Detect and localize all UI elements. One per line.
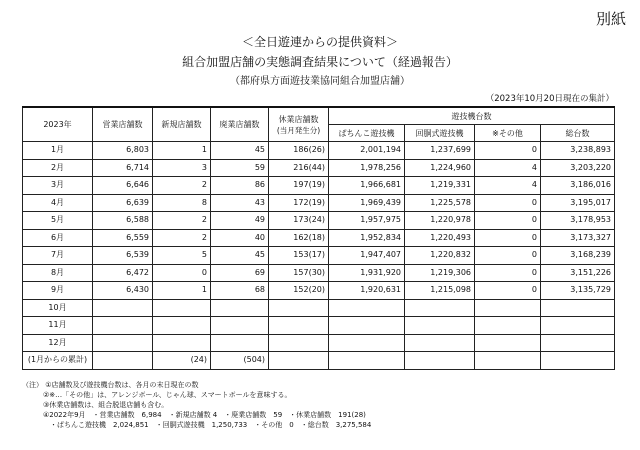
cell-pachinko: 1,920,631	[329, 282, 405, 300]
cell-operating: 6,559	[93, 229, 153, 247]
cell-suspended: 173(24)	[269, 212, 329, 230]
cell-slot: 1,224,960	[405, 159, 475, 177]
cell-month: 9月	[23, 282, 93, 300]
cell-other: 0	[475, 142, 541, 160]
survey-table	[22, 106, 615, 370]
cell-operating: 6,639	[93, 194, 153, 212]
cell-month: 2月	[23, 159, 93, 177]
cell-closed: 40	[211, 229, 269, 247]
as-of-date: （2023年10月20日現在の集計）	[485, 94, 614, 104]
table-row	[23, 159, 615, 177]
footnote-line: （注） ①店舗数及び遊技機台数は、各月の末日現在の数	[22, 381, 199, 389]
table-row	[23, 194, 615, 212]
cell-other: 4	[475, 159, 541, 177]
cell-total	[541, 317, 615, 335]
cell-total: 3,203,220	[541, 159, 615, 177]
cell-month: 1月	[23, 142, 93, 160]
table-row	[23, 212, 615, 230]
cell-total	[541, 299, 615, 317]
footnote-line: ③休業店舗数は、組合脱退店舗も含む。	[22, 401, 169, 409]
table-row	[23, 229, 615, 247]
header-suspended	[269, 107, 329, 142]
cell-month: 7月	[23, 247, 93, 265]
cell-other: 0	[475, 212, 541, 230]
cell-closed	[211, 334, 269, 352]
cell-operating: 6,714	[93, 159, 153, 177]
cell-total: 3,238,893	[541, 142, 615, 160]
cell-other	[475, 317, 541, 335]
cell-pachinko	[329, 334, 405, 352]
report-title: 組合加盟店舗の実態調査結果について（経過報告）	[182, 55, 458, 69]
cell-other: 0	[475, 194, 541, 212]
cell-slot	[405, 352, 475, 370]
cell-total	[541, 334, 615, 352]
cell-total: 3,151,226	[541, 264, 615, 282]
cell-new: 2	[153, 177, 211, 195]
header-new: 新規店舗数	[153, 107, 211, 142]
footnotes	[22, 380, 371, 430]
cell-operating: 6,430	[93, 282, 153, 300]
cell-closed: 45	[211, 247, 269, 265]
cell-operating	[93, 299, 153, 317]
cell-pachinko: 1,957,975	[329, 212, 405, 230]
cell-pachinko	[329, 317, 405, 335]
table-row	[23, 352, 615, 370]
cell-new	[153, 317, 211, 335]
cell-other: 0	[475, 264, 541, 282]
cell-month: 6月	[23, 229, 93, 247]
cell-slot: 1,237,699	[405, 142, 475, 160]
cell-pachinko: 2,001,194	[329, 142, 405, 160]
table-row	[23, 299, 615, 317]
cell-total: 3,173,327	[541, 229, 615, 247]
table-row	[23, 177, 615, 195]
cell-operating: 6,472	[93, 264, 153, 282]
cell-suspended: 186(26)	[269, 142, 329, 160]
cell-total: 3,186,016	[541, 177, 615, 195]
cell-suspended	[269, 299, 329, 317]
cell-closed: 43	[211, 194, 269, 212]
cell-other	[475, 352, 541, 370]
cell-suspended: 216(44)	[269, 159, 329, 177]
cell-other	[475, 299, 541, 317]
cell-operating	[93, 334, 153, 352]
cell-suspended: 157(30)	[269, 264, 329, 282]
cell-new: 5	[153, 247, 211, 265]
cell-month: 10月	[23, 299, 93, 317]
cell-new: (24)	[153, 352, 211, 370]
cell-slot: 1,225,578	[405, 194, 475, 212]
cell-pachinko: 1,978,256	[329, 159, 405, 177]
cell-suspended: 172(19)	[269, 194, 329, 212]
footnote-line: ・ぱちんこ遊技機 2,024,851 ・回胴式遊技機 1,250,733 ・その他 0 ・総台数 3,275,584	[22, 421, 372, 429]
cell-closed	[211, 317, 269, 335]
report-subtitle: （都府県方面遊技業協同組合加盟店舗）	[230, 76, 410, 87]
cell-month: (1月からの累計)	[23, 352, 93, 370]
cell-closed: 45	[211, 142, 269, 160]
cell-operating	[93, 317, 153, 335]
cell-other: 0	[475, 282, 541, 300]
header-closed: 廃業店舗数	[211, 107, 269, 142]
cell-closed: 69	[211, 264, 269, 282]
cell-operating: 6,646	[93, 177, 153, 195]
cell-new: 1	[153, 142, 211, 160]
cell-closed: (504)	[211, 352, 269, 370]
cell-slot: 1,215,098	[405, 282, 475, 300]
header-pachinko: ぱちんこ遊技機	[329, 125, 405, 142]
cell-suspended: 197(19)	[269, 177, 329, 195]
cell-total: 3,135,729	[541, 282, 615, 300]
cell-other	[475, 334, 541, 352]
cell-operating: 6,803	[93, 142, 153, 160]
attachment-label: 別紙	[595, 10, 626, 28]
cell-closed	[211, 299, 269, 317]
table-row	[23, 142, 615, 160]
cell-pachinko: 1,931,920	[329, 264, 405, 282]
cell-suspended	[269, 334, 329, 352]
cell-operating: 6,539	[93, 247, 153, 265]
cell-other: 0	[475, 247, 541, 265]
cell-pachinko: 1,969,439	[329, 194, 405, 212]
cell-pachinko: 1,947,407	[329, 247, 405, 265]
header-year: 2023年	[23, 107, 93, 142]
cell-new: 3	[153, 159, 211, 177]
cell-new	[153, 334, 211, 352]
cell-new: 2	[153, 212, 211, 230]
cell-slot	[405, 299, 475, 317]
header-suspended-label: 休業店舗数	[278, 114, 319, 124]
header-slot: 回胴式遊技機	[405, 125, 475, 142]
cell-suspended	[269, 317, 329, 335]
cell-suspended: 153(17)	[269, 247, 329, 265]
cell-operating	[93, 352, 153, 370]
table-row	[23, 247, 615, 265]
cell-month: 11月	[23, 317, 93, 335]
header-machines: 遊技機台数	[329, 107, 615, 125]
footnote-line: ④2022年9月 ・営業店舗数 6,984 ・新規店舗数 4 ・廃業店舗数 59 ・休業店舗数 191(28)	[22, 411, 366, 419]
cell-new: 0	[153, 264, 211, 282]
table-row	[23, 264, 615, 282]
cell-suspended: 152(20)	[269, 282, 329, 300]
cell-month: 8月	[23, 264, 93, 282]
table-row	[23, 317, 615, 335]
header-operating: 営業店舗数	[93, 107, 153, 142]
cell-new: 2	[153, 229, 211, 247]
cell-month: 5月	[23, 212, 93, 230]
cell-new	[153, 299, 211, 317]
cell-slot: 1,219,331	[405, 177, 475, 195]
cell-closed: 86	[211, 177, 269, 195]
table-row	[23, 282, 615, 300]
cell-closed: 49	[211, 212, 269, 230]
cell-total: 3,195,017	[541, 194, 615, 212]
cell-slot	[405, 334, 475, 352]
cell-operating: 6,588	[93, 212, 153, 230]
cell-closed: 68	[211, 282, 269, 300]
cell-total	[541, 352, 615, 370]
table-row	[23, 334, 615, 352]
cell-month: 12月	[23, 334, 93, 352]
source-title: ＜全日遊連からの提供資料＞	[241, 35, 398, 49]
cell-pachinko	[329, 299, 405, 317]
cell-new: 1	[153, 282, 211, 300]
cell-other: 0	[475, 229, 541, 247]
cell-slot: 1,220,978	[405, 212, 475, 230]
cell-month: 4月	[23, 194, 93, 212]
cell-new: 8	[153, 194, 211, 212]
cell-other: 4	[475, 177, 541, 195]
cell-total: 3,178,953	[541, 212, 615, 230]
cell-pachinko: 1,952,834	[329, 229, 405, 247]
cell-closed: 59	[211, 159, 269, 177]
footnote-line: ②※…「その他」は、アレンジボール、じゃん球、スマートボールを意味する。	[22, 391, 292, 399]
cell-suspended	[269, 352, 329, 370]
cell-slot: 1,219,306	[405, 264, 475, 282]
header-other: ※その他	[475, 125, 541, 142]
header-total: 総台数	[541, 125, 615, 142]
cell-total: 3,168,239	[541, 247, 615, 265]
cell-slot	[405, 317, 475, 335]
cell-month: 3月	[23, 177, 93, 195]
header-suspended-sub: (当月発生分)	[276, 125, 321, 135]
cell-pachinko	[329, 352, 405, 370]
cell-pachinko: 1,966,681	[329, 177, 405, 195]
cell-slot: 1,220,493	[405, 229, 475, 247]
cell-suspended: 162(18)	[269, 229, 329, 247]
cell-slot: 1,220,832	[405, 247, 475, 265]
